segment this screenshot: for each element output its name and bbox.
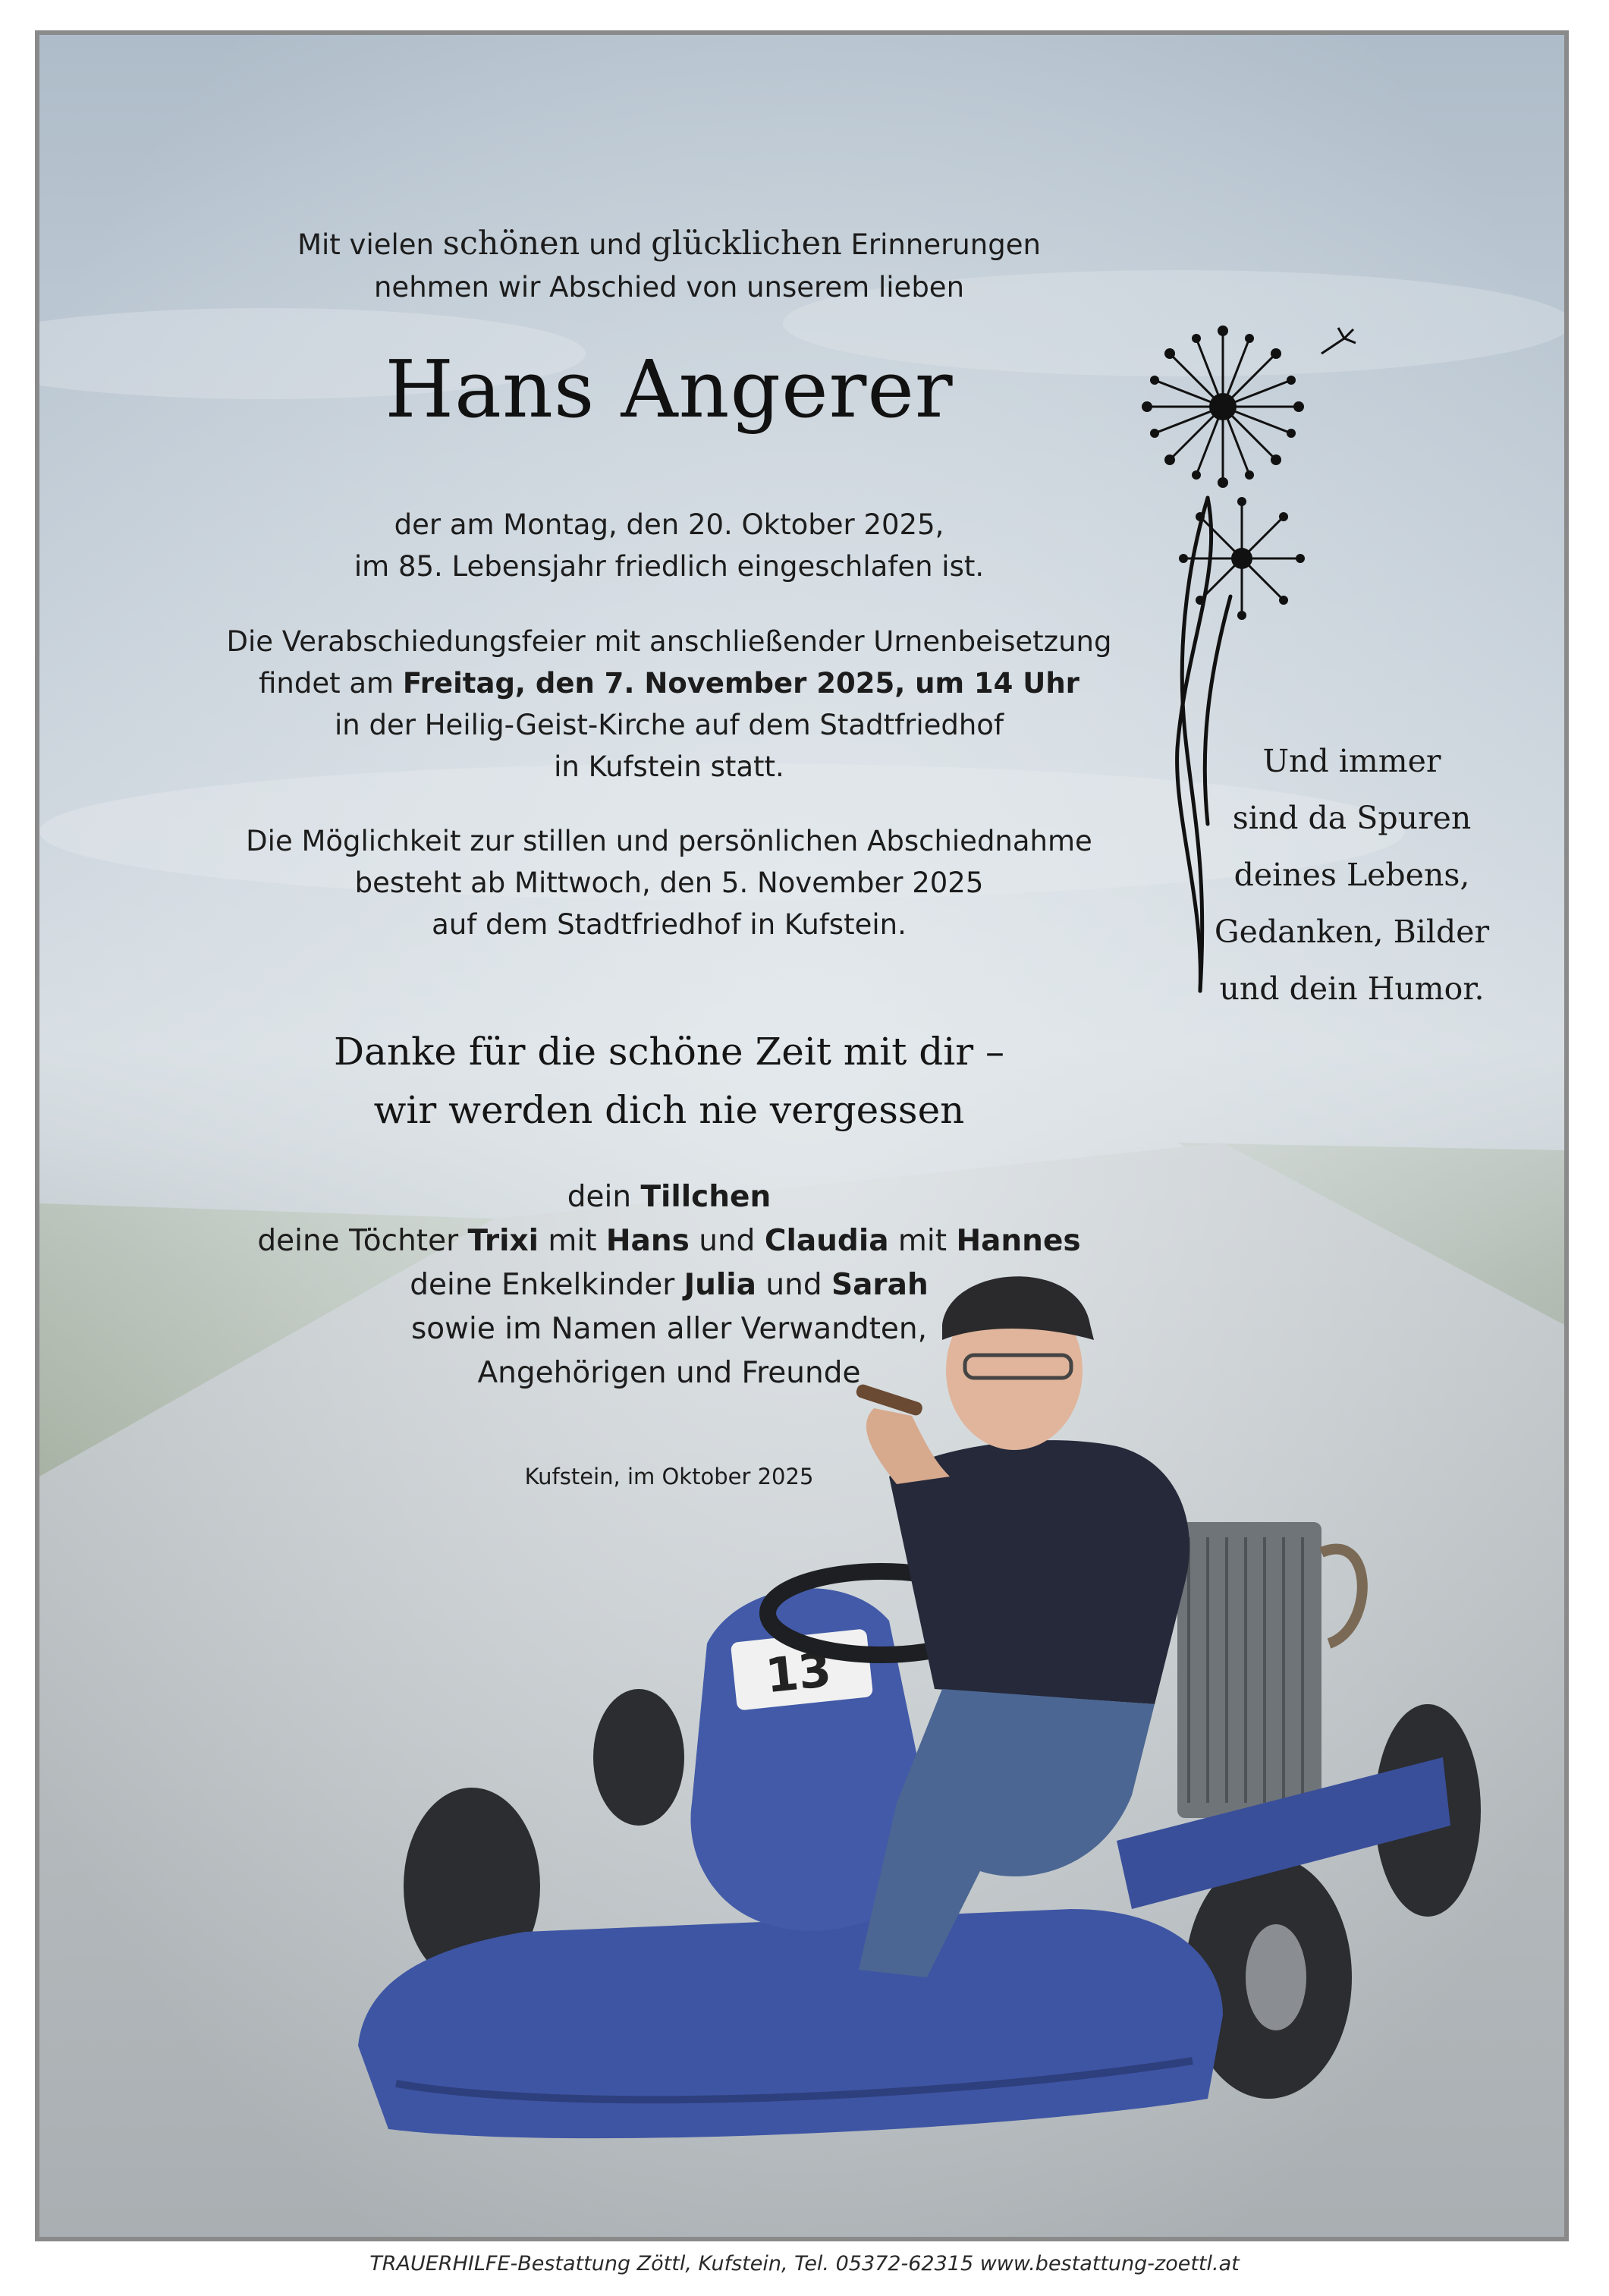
intro-fragment: Erinnerungen: [841, 228, 1041, 261]
ceremony-line: [115, 662, 1223, 704]
family-fragment: und: [756, 1268, 831, 1302]
funeral-home-footer: TRAUERHILFE-Bestattung Zöttl, Kufstein, Tel. 05372-62315 www.bestattung-zoettl.at: [369, 2252, 1240, 2276]
death-line: der am Montag, den 20. Oktober 2025,: [394, 508, 944, 541]
text-layer: [39, 35, 1564, 2237]
family-line: [115, 1175, 1223, 1219]
family-name: Claudia: [764, 1224, 889, 1258]
ceremony-line: in der Heilig-Geist-Kirche auf dem Stadtfriedhof: [335, 709, 1004, 741]
thanks-text: [115, 1023, 1223, 1140]
place-date: Kufstein, im Oktober 2025: [524, 1464, 814, 1489]
family-line: [115, 1219, 1223, 1263]
intro-emphasis-gluecklichen: glücklichen: [651, 225, 842, 263]
family-fragment: mit: [888, 1224, 957, 1258]
family-line: [115, 1263, 1223, 1307]
ceremony-info: [115, 621, 1223, 788]
dandelion-head-large: [1142, 326, 1304, 488]
intro-text: [115, 222, 1223, 309]
intro-line-1: [115, 222, 1223, 266]
farewell-info: [115, 820, 1223, 945]
family-signature: [115, 1175, 1223, 1395]
quote-line: Und immer: [1262, 743, 1441, 779]
quote-line: Gedanken, Bilder: [1214, 914, 1490, 950]
thanks-line: Danke für die schöne Zeit mit dir –: [333, 1030, 1004, 1074]
family-name: Julia: [684, 1268, 756, 1302]
family-name: Sarah: [831, 1268, 929, 1302]
intro-fragment: und: [580, 228, 652, 261]
farewell-line: Die Möglichkeit zur stillen und persönlichen Abschiednahme: [246, 825, 1092, 857]
death-line: im 85. Lebensjahr friedlich eingeschlafen ist.: [354, 550, 985, 583]
family-fragment: mit: [538, 1224, 606, 1258]
ceremony-date: Freitag, den 7. November 2025, um 14 Uhr: [402, 667, 1079, 700]
memorial-quote: [1170, 733, 1534, 1017]
family-name: Trixi: [467, 1224, 539, 1258]
ceremony-line: in Kufstein statt.: [554, 750, 784, 783]
family-fragment: deine Töchter: [257, 1224, 468, 1258]
obituary-card: [35, 30, 1569, 2241]
family-fragment: deine Enkelkinder: [410, 1268, 684, 1302]
farewell-line: auf dem Stadtfriedhof in Kufstein.: [432, 908, 907, 941]
flying-seed: [1321, 328, 1356, 354]
intro-line-2: nehmen wir Abschied von unserem lieben: [373, 271, 965, 304]
family-name: Hannes: [956, 1224, 1081, 1258]
family-fragment: dein: [567, 1180, 641, 1214]
kart-number: 13: [762, 1641, 834, 1704]
family-name: Hans: [605, 1224, 690, 1258]
ceremony-line: Die Verabschiedungsfeier mit anschließender Urnenbeisetzung: [226, 625, 1112, 658]
deceased-name: Hans Angerer: [385, 343, 954, 436]
quote-line: deines Lebens,: [1233, 857, 1470, 893]
intro-emphasis-schoenen: schönen: [442, 225, 580, 263]
family-name: Tillchen: [640, 1180, 772, 1214]
family-line: sowie im Namen aller Verwandten,: [410, 1312, 928, 1346]
quote-line: und dein Humor.: [1219, 970, 1485, 1007]
farewell-line: besteht ab Mittwoch, den 5. November 2025: [354, 867, 984, 899]
dandelion-head-small: [1179, 497, 1305, 620]
ceremony-fragment: findet am: [259, 667, 403, 700]
thanks-line: wir werden dich nie vergessen: [373, 1088, 965, 1132]
intro-fragment: Mit vielen: [297, 228, 443, 261]
quote-line: sind da Spuren: [1232, 800, 1472, 836]
family-fragment: und: [689, 1224, 765, 1258]
death-notice: [115, 504, 1223, 587]
family-line: Angehörigen und Freunde: [477, 1356, 861, 1390]
